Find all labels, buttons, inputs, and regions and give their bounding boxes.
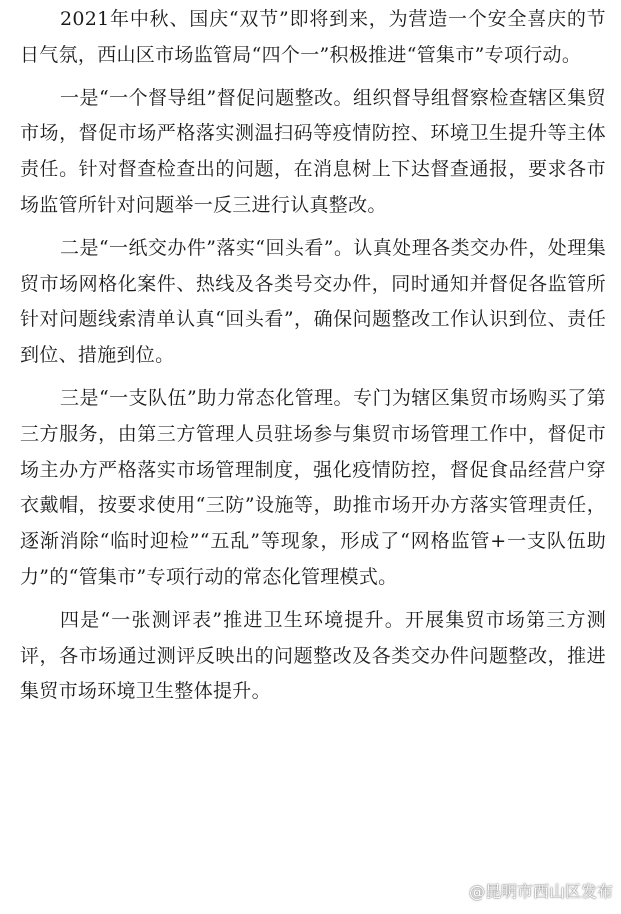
paragraph-assignment-review: 二是“一纸交办件”落实“回头看”。认真处理各类交办件，处理集贸市场网格化案件、热线及各类号交办件，同时通知并督促各监管所针对问题线索清单认真“回头看”，确保问题整改工作认识到位、责任到位、措施到位。 <box>20 236 606 367</box>
weibo-logo-icon <box>445 883 465 899</box>
weibo-watermark <box>445 879 613 902</box>
paragraph-intro: 2021年中秋、国庆“双节”即将到来，为营造一个安全喜庆的节日气氛，西山区市场监管局“四个一”积极推进“管集市”专项行动。 <box>20 8 606 66</box>
document-body <box>20 2 606 717</box>
paragraph-supervision-group: 一是“一个督导组”督促问题整改。组织督导组督察检查辖区集贸市场，督促市场严格落实测温扫码等疫情防控、环境卫生提升等主体责任。针对督查检查出的问题，在消息树上下达督查通报，要求各市场监管所针对问题举一反三进行认真整改。 <box>20 86 606 216</box>
watermark-text: @昆明市西山区发布 <box>468 882 613 901</box>
paragraph-third-party-team: 三是“一支队伍”助力常态化管理。专门为辖区集贸市场购买了第三方服务，由第三方管理人员驻场参与集贸市场管理工作中，督促市场主办方严格落实市场管理制度，强化疫情防控，督促食品经营户穿衣戴帽，按要求使用“三防”设施等，助推市场开办方落实管理责任，逐渐消除“临时迎检”“五乱”等现象，形成了“网格监管+一支队伍助力”的“管集市”专项行动的常态化管理模式。 <box>20 386 606 588</box>
paragraph-evaluation-form: 四是“一张测评表”推进卫生环境提升。开展集贸市场第三方测评，各市场通过测评反映出的问题整改及各类交办件问题整改，推进集贸市场环境卫生整体提升。 <box>20 608 606 703</box>
